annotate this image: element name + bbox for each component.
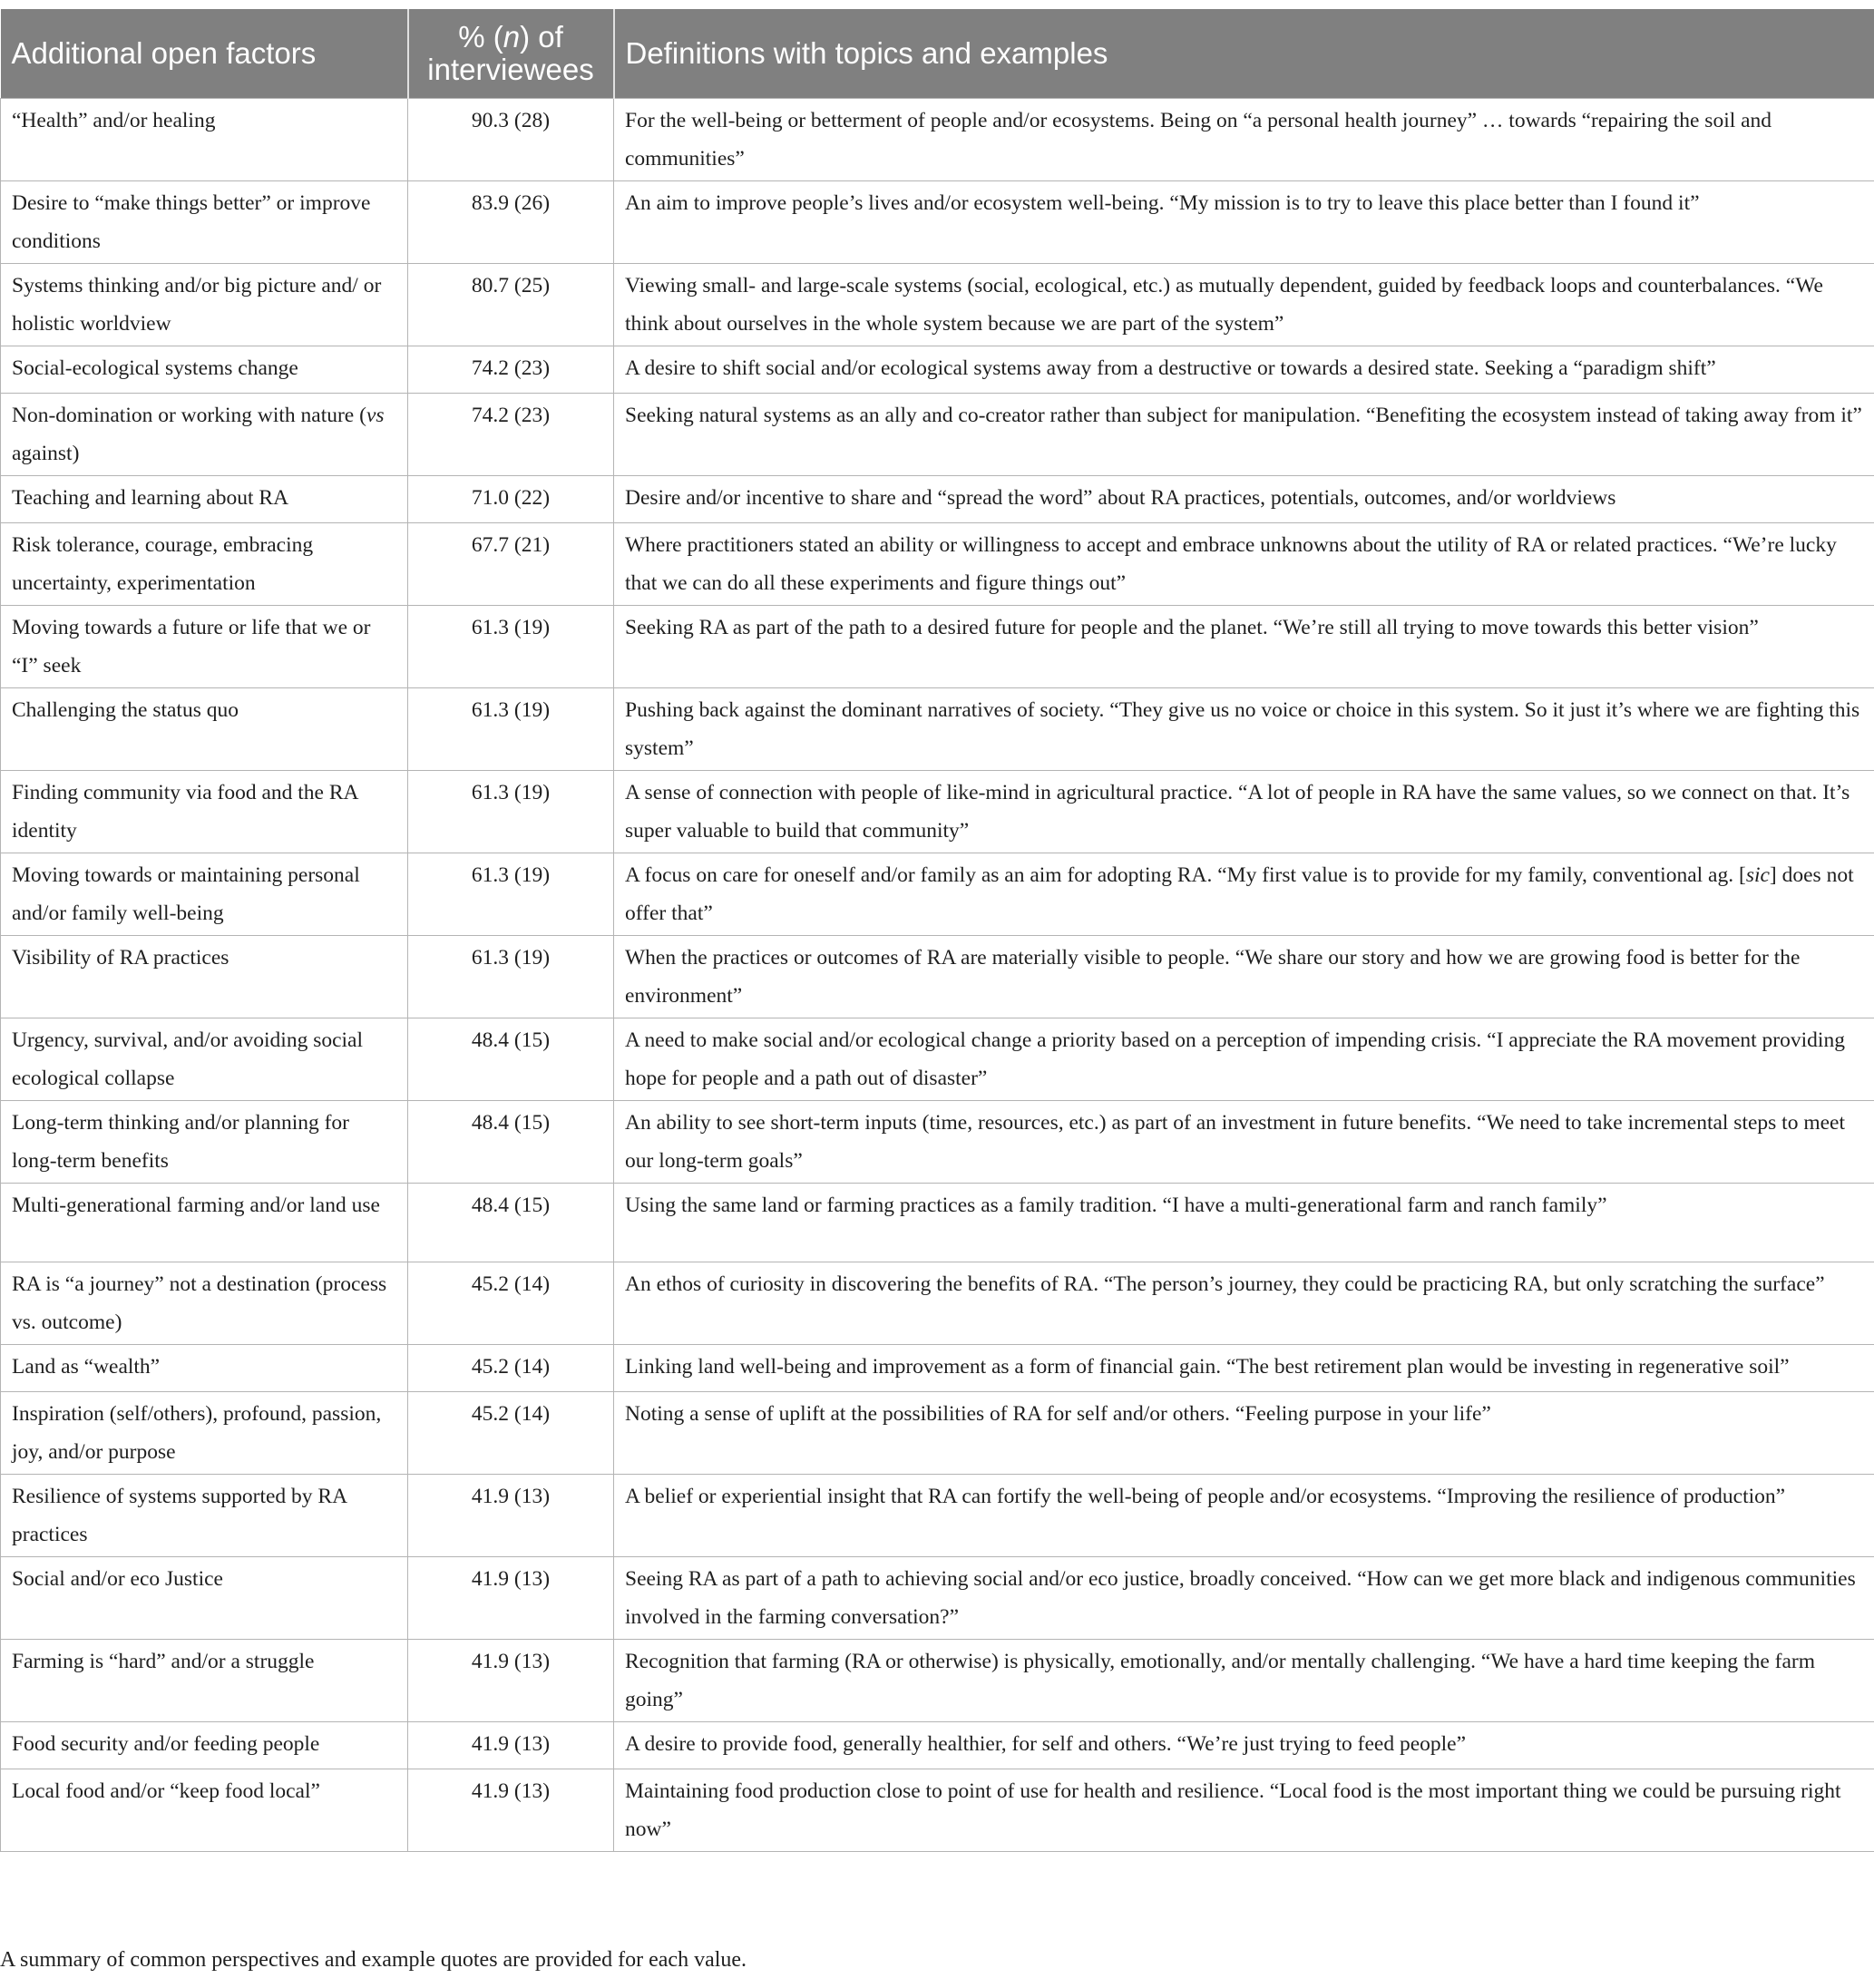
table-row bbox=[1, 1769, 1874, 1852]
definition-cell: An ability to see short-term inputs (time, resources, etc.) as part of an investment in future benefits. “We need to take incremental steps to meet our long-term goals” bbox=[614, 1101, 1874, 1184]
percent-cell: 48.4 (15) bbox=[408, 1101, 614, 1184]
percent-cell: 74.2 (23) bbox=[408, 394, 614, 476]
percent-cell: 41.9 (13) bbox=[408, 1557, 614, 1640]
table-row bbox=[1, 853, 1874, 936]
table-row bbox=[1, 523, 1874, 606]
table-row bbox=[1, 1184, 1874, 1262]
percent-cell: 41.9 (13) bbox=[408, 1722, 614, 1769]
table-row bbox=[1, 476, 1874, 523]
definition-cell: Desire and/or incentive to share and “spread the word” about RA practices, potentials, outcomes, and/or worldviews bbox=[614, 476, 1874, 523]
header-definition: Definitions with topics and examples bbox=[614, 9, 1874, 99]
factor-cell: Moving towards a future or life that we or “I” seek bbox=[1, 606, 408, 688]
factor-cell: Inspiration (self/others), profound, passion, joy, and/or purpose bbox=[1, 1392, 408, 1475]
table-row bbox=[1, 181, 1874, 264]
table-caption: A summary of common perspectives and example quotes are provided for each value. bbox=[0, 1948, 747, 1972]
definition-cell: Seeing RA as part of a path to achieving social and/or eco justice, broadly conceived. “How can we get more black and indigenous communities involved in the farming conversation?” bbox=[614, 1557, 1874, 1640]
definition-cell: Seeking natural systems as an ally and co-creator rather than subject for manipulation. “Benefiting the ecosystem instead of taking away from it” bbox=[614, 394, 1874, 476]
factor-cell: Food security and/or feeding people bbox=[1, 1722, 408, 1769]
percent-cell: 74.2 (23) bbox=[408, 346, 614, 394]
table-row bbox=[1, 99, 1874, 181]
table-row bbox=[1, 1475, 1874, 1557]
factor-cell: Visibility of RA practices bbox=[1, 936, 408, 1018]
table-row bbox=[1, 1392, 1874, 1475]
factor-cell: Local food and/or “keep food local” bbox=[1, 1769, 408, 1852]
table-row bbox=[1, 1557, 1874, 1640]
factor-cell: Land as “wealth” bbox=[1, 1345, 408, 1392]
table-header bbox=[1, 9, 1874, 99]
percent-cell: 80.7 (25) bbox=[408, 264, 614, 346]
table-row bbox=[1, 1640, 1874, 1722]
factor-cell: Multi-generational farming and/or land use bbox=[1, 1184, 408, 1262]
header-percent: % (n) of interviewees bbox=[408, 9, 614, 99]
table-row bbox=[1, 346, 1874, 394]
definition-cell: Recognition that farming (RA or otherwise) is physically, emotionally, and/or mentally challenging. “We have a hard time keeping the farm going” bbox=[614, 1640, 1874, 1722]
factor-cell: Finding community via food and the RA identity bbox=[1, 771, 408, 853]
factor-cell: Resilience of systems supported by RA practices bbox=[1, 1475, 408, 1557]
percent-cell: 48.4 (15) bbox=[408, 1184, 614, 1262]
percent-cell: 83.9 (26) bbox=[408, 181, 614, 264]
factors-table bbox=[0, 9, 1874, 1852]
factor-cell: Urgency, survival, and/or avoiding social ecological collapse bbox=[1, 1018, 408, 1101]
factor-cell: “Health” and/or healing bbox=[1, 99, 408, 181]
definition-cell: Seeking RA as part of the path to a desired future for people and the planet. “We’re still all trying to move towards this better vision” bbox=[614, 606, 1874, 688]
definition-cell: A sense of connection with people of like-mind in agricultural practice. “A lot of people in RA have the same values, so we connect on that. It’s super valuable to build that community” bbox=[614, 771, 1874, 853]
definition-cell: Maintaining food production close to point of use for health and resilience. “Local food is the most important thing we could be pursuing right now” bbox=[614, 1769, 1874, 1852]
percent-cell: 61.3 (19) bbox=[408, 771, 614, 853]
factor-cell: Desire to “make things better” or improve conditions bbox=[1, 181, 408, 264]
percent-cell: 45.2 (14) bbox=[408, 1345, 614, 1392]
percent-cell: 41.9 (13) bbox=[408, 1475, 614, 1557]
definition-cell: A desire to provide food, generally healthier, for self and others. “We’re just trying to feed people” bbox=[614, 1722, 1874, 1769]
percent-cell: 61.3 (19) bbox=[408, 688, 614, 771]
table-row bbox=[1, 264, 1874, 346]
percent-cell: 61.3 (19) bbox=[408, 606, 614, 688]
table-row bbox=[1, 394, 1874, 476]
definition-cell: Noting a sense of uplift at the possibilities of RA for self and/or others. “Feeling purpose in your life” bbox=[614, 1392, 1874, 1475]
definition-cell: Where practitioners stated an ability or willingness to accept and embrace unknowns about the utility of RA or related practices. “We’re lucky that we can do all these experiments and figure things out” bbox=[614, 523, 1874, 606]
factor-cell: Social and/or eco Justice bbox=[1, 1557, 408, 1640]
percent-cell: 61.3 (19) bbox=[408, 936, 614, 1018]
table-row bbox=[1, 606, 1874, 688]
definition-cell: When the practices or outcomes of RA are materially visible to people. “We share our story and how we are growing food is better for the environment” bbox=[614, 936, 1874, 1018]
factor-cell: Challenging the status quo bbox=[1, 688, 408, 771]
table-row bbox=[1, 771, 1874, 853]
factor-cell: Non-domination or working with nature (vs against) bbox=[1, 394, 408, 476]
definition-cell: Viewing small- and large-scale systems (social, ecological, etc.) as mutually dependent, guided by feedback loops and counterbalances. “We think about ourselves in the whole system because we are part of the system” bbox=[614, 264, 1874, 346]
percent-cell: 71.0 (22) bbox=[408, 476, 614, 523]
table-row bbox=[1, 936, 1874, 1018]
definition-cell: Using the same land or farming practices as a family tradition. “I have a multi-generational farm and ranch family” bbox=[614, 1184, 1874, 1262]
factor-cell: Long-term thinking and/or planning for long-term benefits bbox=[1, 1101, 408, 1184]
factor-cell: Systems thinking and/or big picture and/ or holistic worldview bbox=[1, 264, 408, 346]
definition-cell: A focus on care for oneself and/or family as an aim for adopting RA. “My first value is to provide for my family, conventional ag. [sic] does not offer that” bbox=[614, 853, 1874, 936]
header-factor: Additional open factors bbox=[1, 9, 408, 99]
percent-cell: 45.2 (14) bbox=[408, 1392, 614, 1475]
definition-cell: A need to make social and/or ecological change a priority based on a perception of impending crisis. “I appreciate the RA movement providing hope for people and a path out of disaster” bbox=[614, 1018, 1874, 1101]
percent-cell: 67.7 (21) bbox=[408, 523, 614, 606]
factor-cell: Social-ecological systems change bbox=[1, 346, 408, 394]
table-row bbox=[1, 1345, 1874, 1392]
table-row bbox=[1, 1722, 1874, 1769]
definition-cell: A belief or experiential insight that RA can fortify the well-being of people and/or ecosystems. “Improving the resilience of production” bbox=[614, 1475, 1874, 1557]
percent-cell: 90.3 (28) bbox=[408, 99, 614, 181]
percent-cell: 48.4 (15) bbox=[408, 1018, 614, 1101]
table-row bbox=[1, 1101, 1874, 1184]
table-row bbox=[1, 1018, 1874, 1101]
definition-cell: An aim to improve people’s lives and/or ecosystem well-being. “My mission is to try to leave this place better than I found it” bbox=[614, 181, 1874, 264]
percent-cell: 61.3 (19) bbox=[408, 853, 614, 936]
definition-cell: For the well-being or betterment of people and/or ecosystems. Being on “a personal health journey” … towards “repairing the soil and communities” bbox=[614, 99, 1874, 181]
definition-cell: Pushing back against the dominant narratives of society. “They give us no voice or choice in this system. So it just it’s where we are fighting this system” bbox=[614, 688, 1874, 771]
percent-cell: 41.9 (13) bbox=[408, 1769, 614, 1852]
factor-cell: Teaching and learning about RA bbox=[1, 476, 408, 523]
definition-cell: Linking land well-being and improvement as a form of financial gain. “The best retirement plan would be investing in regenerative soil” bbox=[614, 1345, 1874, 1392]
percent-cell: 41.9 (13) bbox=[408, 1640, 614, 1722]
factor-cell: RA is “a journey” not a destination (process vs. outcome) bbox=[1, 1262, 408, 1345]
factor-cell: Moving towards or maintaining personal and/or family well-being bbox=[1, 853, 408, 936]
factor-cell: Risk tolerance, courage, embracing uncertainty, experimentation bbox=[1, 523, 408, 606]
percent-cell: 45.2 (14) bbox=[408, 1262, 614, 1345]
table-row bbox=[1, 688, 1874, 771]
factor-cell: Farming is “hard” and/or a struggle bbox=[1, 1640, 408, 1722]
definition-cell: An ethos of curiosity in discovering the benefits of RA. “The person’s journey, they could be practicing RA, but only scratching the surface” bbox=[614, 1262, 1874, 1345]
definition-cell: A desire to shift social and/or ecological systems away from a destructive or towards a desired state. Seeking a “paradigm shift” bbox=[614, 346, 1874, 394]
table-row bbox=[1, 1262, 1874, 1345]
